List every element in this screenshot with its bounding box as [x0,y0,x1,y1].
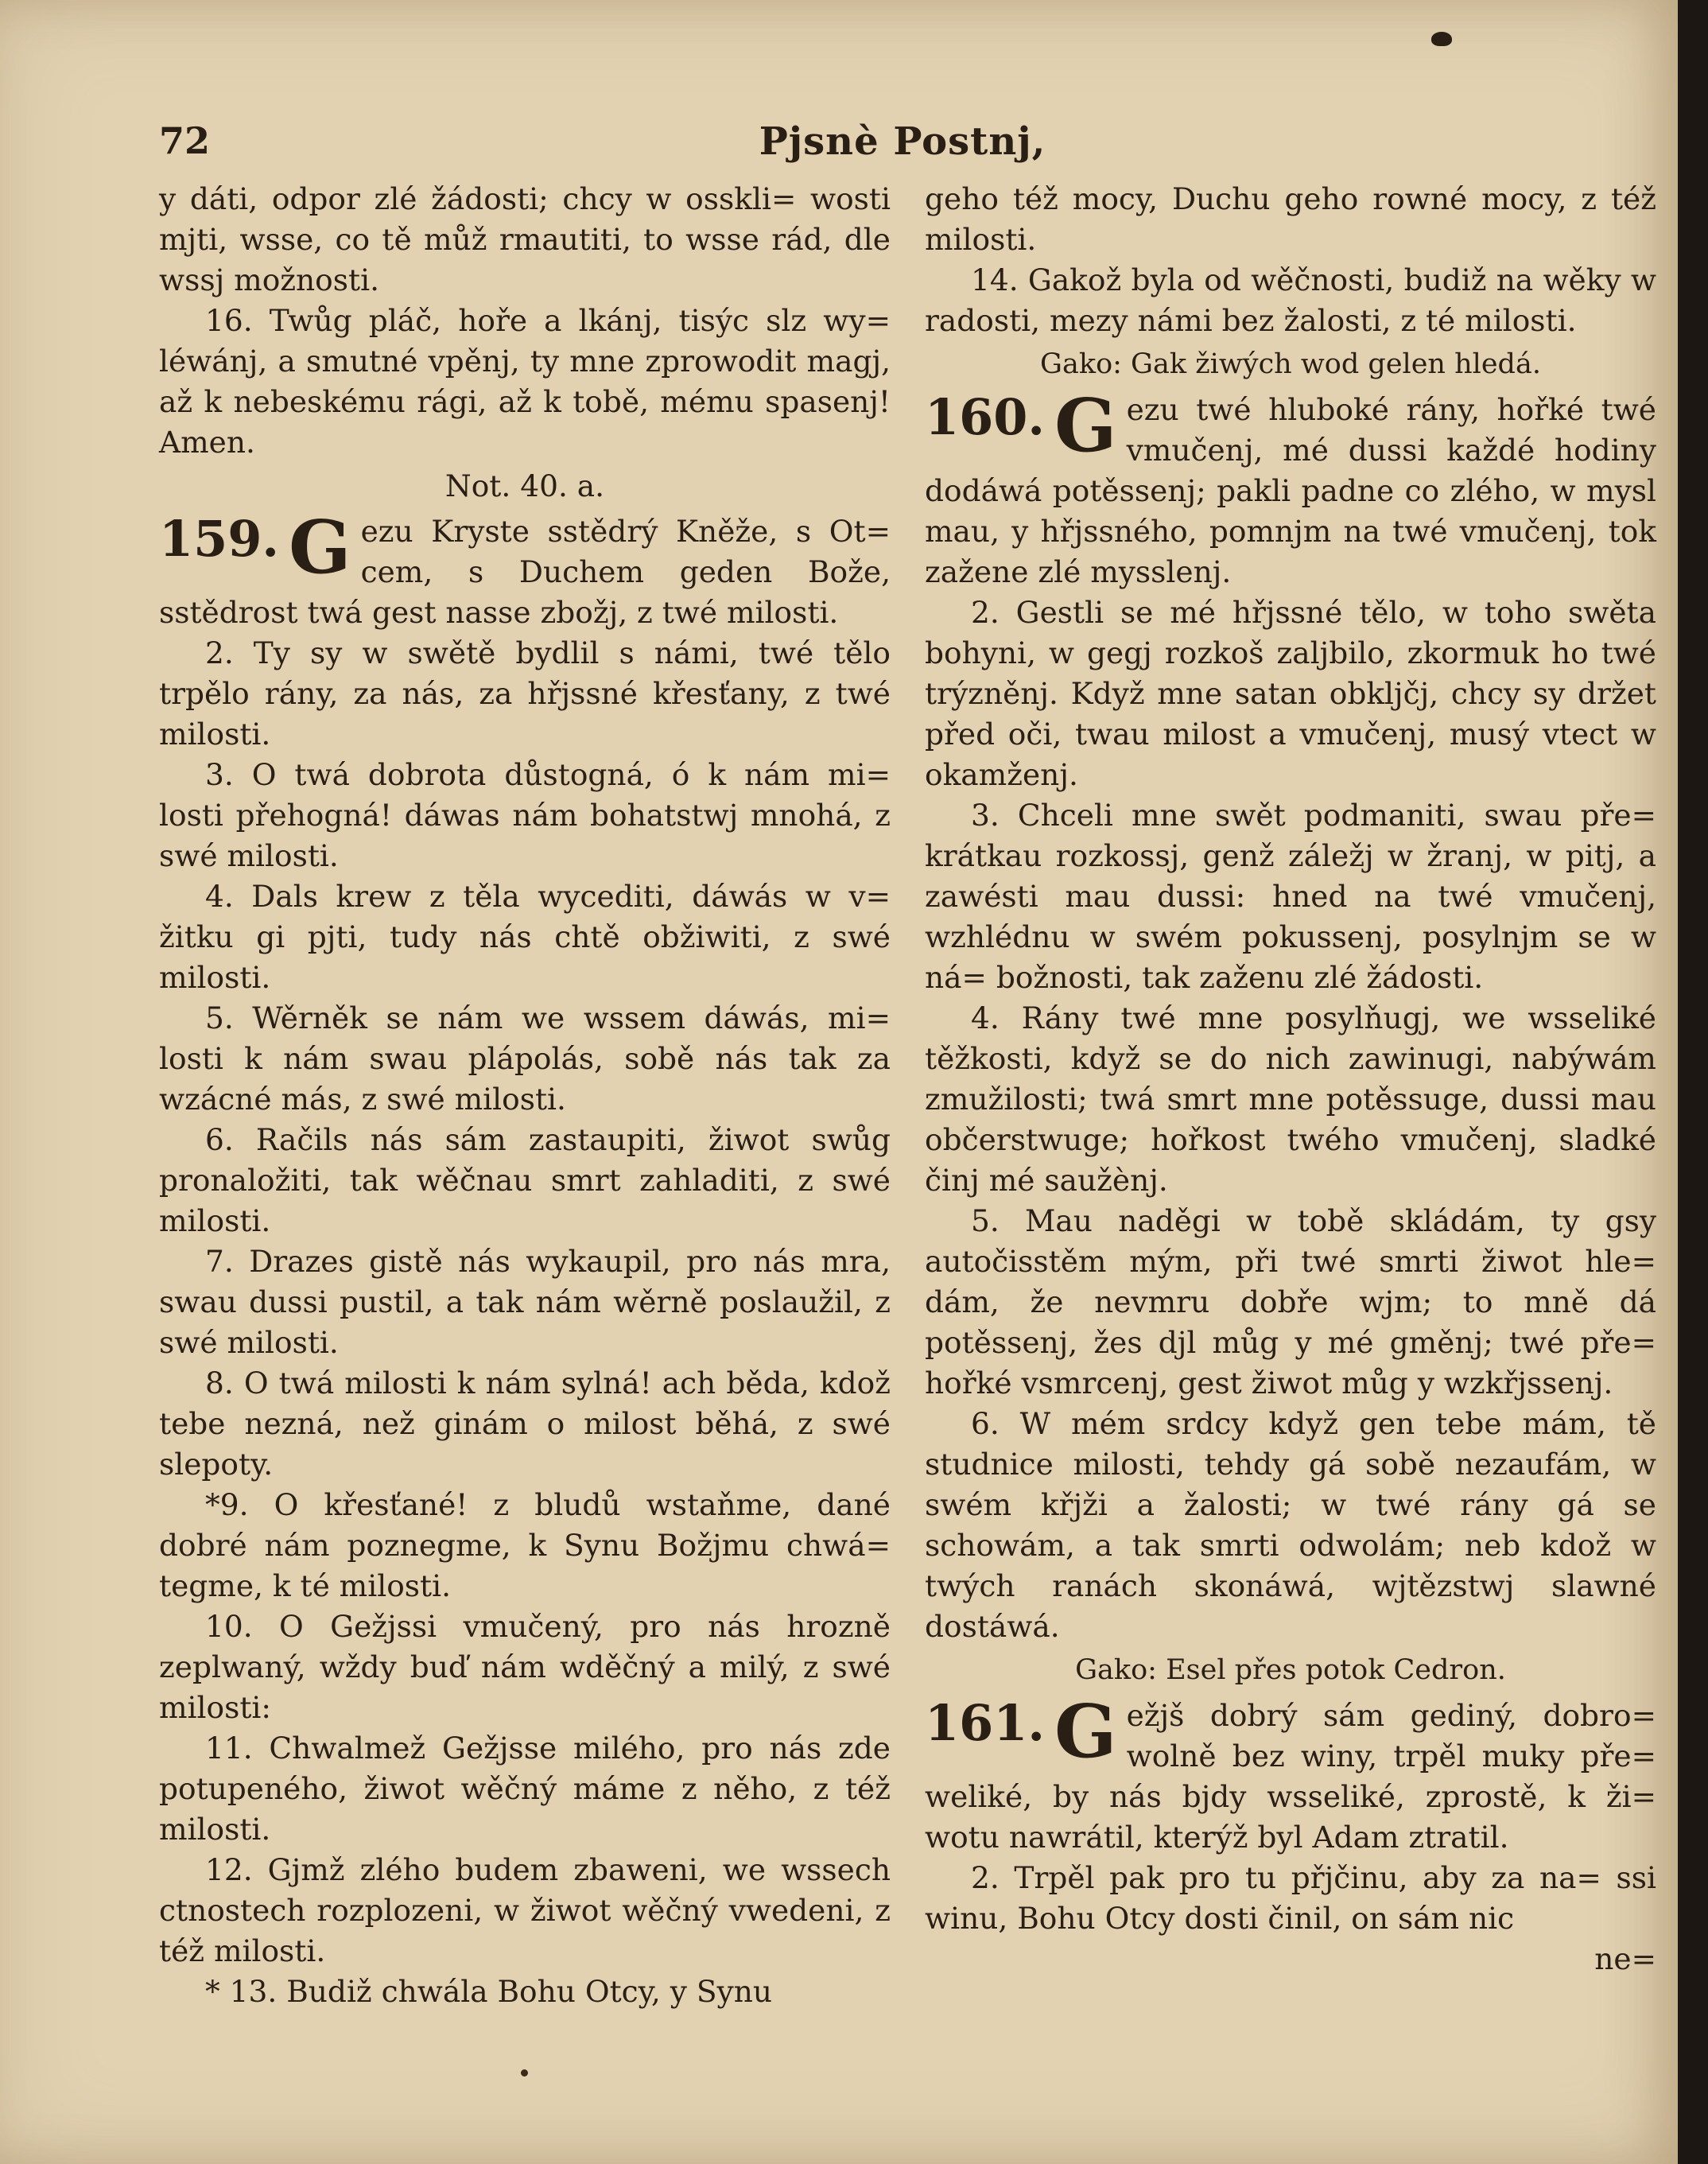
verse-paragraph: 6. Račils nás sám zastaupiti, žiwot swůg pronaložiti, tak wěčnau smrt zahladiti, z swé milosti. [159,1122,891,1238]
right-column [925,179,1656,1979]
hymn-text: ezu twé hluboké rány, hořké twé vmučenj, mé dussi každé hodiny dodáwá potěssenj; pakli padne co zlého, w mysl mau, y hřjssného, pomnjm na twé vmučenj, tok zažene zlé mysslenj. [925,392,1656,589]
verse-paragraph: 3. O twá dobrota důstogná, ó k nám mi= losti přehogná! dáwas nám bohatstwj mnohá, z swé milosti. [159,757,891,873]
verse-paragraph: 6. W mém srdcy když gen tebe mám, tě studnice milosti, tehdy gá sobě nezaufám, w swém křjži a žalosti; w twé rány gá se schowám, a tak smrti odwolám; neb kdož w twých ranách skonáwá, wjtězstwj slawné dostáwá. [925,1406,1656,1644]
tune-heading: Gako: Gak žiwých wod gelen hledá. [1040,348,1541,380]
verse-paragraph: 12. Gjmž zlého budem zbaweni, we wssech ctnostech rozplozeni, w žiwot wěčný vwedeni, z též milosti. [159,1852,891,1968]
hymn-number: 161. [925,1694,1046,1752]
running-title: Pjsnè Postnj, [759,119,1046,164]
verse-paragraph: 5. Wěrněk se nám we wssem dáwás, mi= losti k nám swau plápolás, sobě nás tak za wzácné más, z swé milosti. [159,1000,891,1117]
left-column [159,179,891,2012]
verse-paragraph: 16. Twůg pláč, hoře a lkánj, tisýc slz wy= léwánj, a smutné vpěnj, ty mne zprowodit magj, až k nebeskému rági, až k tobě, mému spasenj! Amen. [159,303,891,460]
hymn-start [159,504,891,633]
hymn-start [925,1688,1656,1858]
tune-heading: Gako: Esel přes potok Cedron. [1075,1654,1506,1686]
verse-paragraph: * 13. Budiž chwála Bohu Otcy, y Synu [205,1974,772,2009]
hymn-text: ezu Kryste sstědrý Kněže, s Ot= cem, s Duchem geden Bože, sstědrost twá gest nasse zbožj, z twé milosti. [159,514,891,630]
verse-paragraph: 4. Rány twé mne posylňugj, we wsseliké těžkosti, když se do nich zawinugi, nabýwám zmužilosti; twá smrt mne potěssuge, dussi mau občerstwuge; hořkost twého vmučenj, sladké činj mé saužènj. [925,1000,1656,1198]
verse-paragraph: 2. Gestli se mé hřjssné tělo, w toho swěta bohyni, w gegj rozkoš zaljbilo, zkormuk ho twé trýzněnj. Když mne satan obkljčj, chcy sy držet před oči, twau milost a vmučenj, musý vtect w okamženj. [925,595,1656,792]
ink-mark [1431,32,1452,46]
drop-cap: G [1054,1688,1117,1774]
page-edge [1678,0,1708,2164]
verse-paragraph: 8. O twá milosti k nám sylná! ach běda, kdož tebe nezná, než ginám o milost běhá, z swé slepoty. [159,1366,891,1482]
verse-paragraph: 2. Trpěl pak pro tu přjčinu, aby za na= ssi winu, Bohu Otcy dosti činil, on sám nic [925,1860,1656,1936]
verse-paragraph: 10. O Gežjssi vmučený, pro nás hrozně zeplwaný, wždy buď nám wděčný a milý, z swé milosti: [159,1609,891,1725]
ink-speck [521,2069,528,2077]
verse-paragraph: 7. Drazes gistě nás wykaupil, pro nás mra, swau dussi pustil, a tak nám wěrně poslaužil, z swé milosti. [159,1244,891,1360]
page-number: 72 [159,119,211,162]
hymn-start [925,383,1656,592]
verse-paragraph: 5. Mau naděgi w tobě skládám, ty gsy autočisstěm mým, při twé smrti žiwot hle= dám, že nevmru dobře wjm; to mně dá potěssenj, žes djl můg y mé gměnj; twé pře= hořké vsmrcenj, gest žiwot můg y wzkřjssenj. [925,1203,1656,1401]
verse-paragraph: y dáti, odpor zlé žádosti; chcy w osskli= wosti mjti, wsse, co tě můž rmautiti, to wsse rád, dle wssj možnosti. [159,181,891,297]
hymn-number: 159. [159,510,280,568]
page-header [159,119,1646,167]
hymn-number: 160. [925,388,1046,446]
verse-paragraph: 14. Gakož byla od wěčnosti, budiž na wěky w radosti, mezy námi bez žalosti, z té milosti. [925,262,1656,338]
verse-paragraph: 11. Chwalmež Gežjsse milého, pro nás zde potupeného, žiwot wěčný máme z něho, z též milosti. [159,1731,891,1847]
verse-paragraph: 4. Dals krew z těla wycediti, dáwás w v= žitku gi pjti, tudy nás chtě obžiwiti, z swé milosti. [159,879,891,995]
drop-cap: G [289,504,351,590]
catchword: ne= [1594,1941,1656,1976]
verse-paragraph: *9. O křesťané! z bludů wstaňme, dané dobré nám poznegme, k Synu Božjmu chwá= tegme, k té milosti. [159,1487,891,1603]
verse-paragraph: 2. Ty sy w swětě bydlil s námi, twé tělo trpělo rány, za nás, za hřjssné křesťany, z twé milosti. [159,635,891,752]
verse-paragraph: geho též mocy, Duchu geho rowné mocy, z též milosti. [925,181,1656,257]
verse-paragraph: 3. Chceli mne swět podmaniti, swau pře= krátkau rozkossj, genž záležj w žranj, w pitj, a zawésti mau dussi: hned na twé vmučenj, wzhlédnu w swém pokussenj, posylnjm se w ná= božnosti, tak zaženu zlé žádosti. [925,798,1656,995]
drop-cap: G [1054,383,1117,468]
hymn-text: ežjš dobrý sám gediný, dobro= wolně bez winy, trpěl muky pře= weliké, by nás bjdy wsseliké, zprostě, k ži= wotu nawrátil, kterýž byl Adam ztratil. [925,1698,1656,1855]
note-heading: Not. 40. a. [444,468,605,503]
